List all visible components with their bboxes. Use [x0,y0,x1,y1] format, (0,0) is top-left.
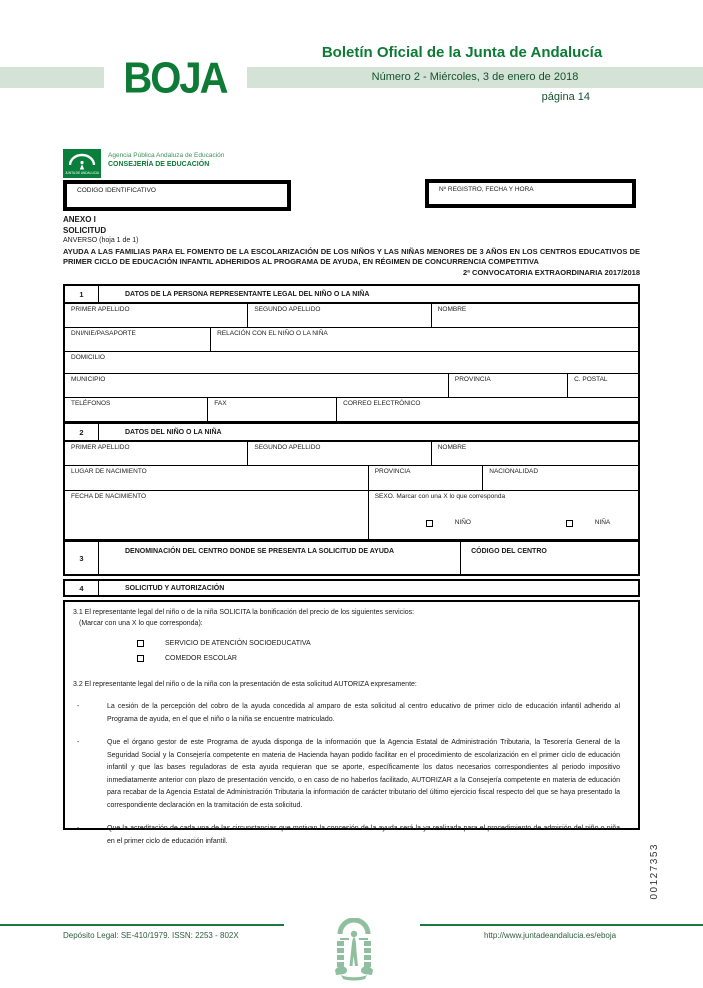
field-dni[interactable]: DNI/NIE/PASAPORTE [65,328,211,351]
field-relacion[interactable]: RELACIÓN CON EL NIÑO O LA NIÑA [217,330,328,337]
section-3-number: 3 [65,542,99,574]
svg-text:JUNTA DE ANDALUCIA: JUNTA DE ANDALUCIA [64,171,100,175]
authorization-box [63,600,640,845]
section-1-number: 1 [65,286,99,302]
checkbox-comedor-escolar[interactable] [137,655,144,662]
field-denominacion-centro[interactable]: DENOMINACIÓN DEL CENTRO DONDE SE PRESENTA LA SOLICITUD DE AYUDA [99,542,461,574]
footer-rule-right [420,924,703,926]
field-fecha-nacimiento[interactable]: FECHA DE NACIMIENTO [65,491,369,539]
section-1-header [65,286,638,304]
bulletin-title: Boletín Oficial de la Junta de Andalucía [321,44,603,61]
department-name: CONSEJERÍA DE EDUCACIÓN [108,161,210,168]
junta-de-andalucia-logo-icon [63,149,101,183]
bullet-3-text: Que la acreditación de cada una de las circunstancias que motivan la concesión de la ayuda será la ya realizada para el procedimiento de admisión del niño o niña en el primer ciclo de educación infantil. [107,825,620,845]
agency-name: Agencia Pública Andaluza de Educación [108,152,225,159]
checkbox-nina[interactable] [566,520,573,527]
field-fax[interactable]: FAX [208,398,337,421]
bullet-marker: - [77,739,80,746]
clause-31: 3.1 El representante legal del niño o de la niña SOLICITA la bonificación del precio de los siguientes servicios: [73,609,415,616]
field-primer-apellido[interactable]: PRIMER APELLIDO [65,304,248,327]
field-nino-nombre[interactable]: NOMBRE [437,444,467,451]
checkbox-nina-label: NIÑA [594,519,611,526]
section-2-header [65,424,638,442]
field-provincia[interactable]: PROVINCIA [449,374,568,397]
field-codigo-centro[interactable]: CÓDIGO DEL CENTRO [471,548,547,555]
codigo-identificativo-box[interactable] [63,180,291,211]
section-2-number: 2 [65,424,99,440]
field-sexo [369,491,638,539]
service-socioeducativa-label: SERVICIO DE ATENCIÓN SOCIOEDUCATIVA [165,640,311,647]
field-nino-primer-apellido[interactable]: PRIMER APELLIDO [65,442,248,465]
authorization-bullet-2 [77,737,628,812]
issue-bar: Número 2 - Miércoles, 3 de enero de 2018 [247,67,703,88]
bullet-marker: - [77,825,80,832]
footer-url[interactable]: http://www.juntadeandalucia.es/eboja [484,931,617,940]
solicitud-heading: SOLICITUD [63,226,107,235]
field-nombre[interactable]: NOMBRE [437,306,467,313]
authorization-bullet-3 [77,823,628,848]
checkbox-nino-label: NIÑO [454,519,471,526]
bullet-2-text: Que el órgano gestor de este Programa de ayuda disponga de la información que la Agencia Estatal de Administración Tributaria, la Tesorería General de la Seguridad Social y la Consejería competente en materia de Hacienda hayan podido facilitar en el procedimiento de escolarización en el primer ciclo de educación infantil y que las bases reguladoras de esta ayuda requieran que se aporte, específicamente los datos necesarios correspondientes al periodo impositivo inmediatamente anterior con plazo de presentación vencido, o en caso de no haberlos facilitado, AUTORIZAR a la Consejería competente en materia de educación para recabar de la Agencia Estatal de Administración Tributaria la información de carácter tributario del último ejercicio fiscal respecto del que se haya presentado la correspondiente declaración en la tramitación de esta solicitud. [107,739,620,809]
authorization-bullet-1 [77,701,628,726]
field-nacionalidad[interactable]: NACIONALIDAD [489,468,539,475]
section-4-solicitud-autorizacion [63,579,640,597]
field-telefonos[interactable]: TELÉFONOS [65,398,208,421]
section-4-number: 4 [65,581,99,595]
page-number: página 14 [541,91,590,103]
junta-emblem-icon [327,918,381,988]
sexo-label: SEXO. Marcar con una X lo que corresponda [374,493,506,500]
header-left-bar [0,67,104,88]
checkbox-servicio-socioeducativa[interactable] [137,640,144,647]
convocatoria-line: 2ª CONVOCATORIA EXTRAORDINARIA 2017/2018 [463,268,640,277]
form-title: AYUDA A LAS FAMILIAS PARA EL FOMENTO DE LA ESCOLARIZACIÓN DE LOS NIÑOS Y LAS NIÑAS MENORES DE 3 AÑOS EN LOS CENTROS EDUCATIVOS DE PRIMER CICLO DE EDUCACIÓN INFANTIL ADHERIDOS AL PROGRAMA DE AYUDA, EN RÉGIMEN DE CONCURRENCIA COMPETITIVA [63,247,640,266]
registro-label: Nº REGISTRO, FECHA Y HORA [439,186,534,193]
services-list [65,637,638,665]
field-cpostal[interactable]: C. POSTAL [574,376,608,383]
service-row-socioeducativa [65,637,638,650]
bullet-1-text: La cesión de la percepción del cobro de la ayuda concedida al amparo de esta solicitud al centro educativo de primer ciclo de educación infantil adherido al Programa de ayuda, en el que el niño o la niña se encuentre matriculado. [107,703,620,723]
section-4-title: SOLICITUD Y AUTORIZACIÓN [125,584,225,592]
section-2-datos-nino [63,422,640,541]
deposito-legal: Depósito Legal: SE-410/1979. ISSN: 2253 - 802X [63,931,239,940]
boja-logo: BOJA [123,54,227,103]
bullet-marker: - [77,703,80,710]
document-side-number: 00127353 [649,843,660,900]
clause-32: 3.2 El representante legal del niño o de la niña con la presentación de esta solicitud AUTORIZA expresamente: [73,681,417,688]
anexo-heading: ANEXO I [63,215,96,224]
field-domicilio[interactable]: DOMICILIO [71,354,105,361]
field-nino-provincia[interactable]: PROVINCIA [369,466,484,490]
clause-31-note: (Marcar con una X lo que corresponda): [79,620,203,627]
field-municipio[interactable]: MUNICIPIO [65,374,449,397]
anverso-note: ANVERSO (hoja 1 de 1) [63,237,139,244]
registro-box[interactable] [425,179,636,208]
checkbox-nino[interactable] [426,520,433,527]
section-1-title: DATOS DE LA PERSONA REPRESENTANTE LEGAL DEL NIÑO O LA NIÑA [125,290,370,298]
codigo-identificativo-label: CODIGO IDENTIFICATIVO [77,187,156,194]
section-3-centro [63,540,640,576]
footer-rule-left [0,924,284,926]
service-comedor-label: COMEDOR ESCOLAR [165,655,237,662]
section-4-header [65,581,638,595]
section-1-datos-representante [63,284,640,423]
field-lugar-nacimiento[interactable]: LUGAR DE NACIMIENTO [65,466,369,490]
service-row-comedor [65,652,638,665]
section-2-title: DATOS DEL NIÑO O LA NIÑA [125,428,222,436]
field-segundo-apellido[interactable]: SEGUNDO APELLIDO [248,304,431,327]
field-correo[interactable]: CORREO ELECTRÓNICO [343,400,421,407]
field-nino-segundo-apellido[interactable]: SEGUNDO APELLIDO [248,442,431,465]
